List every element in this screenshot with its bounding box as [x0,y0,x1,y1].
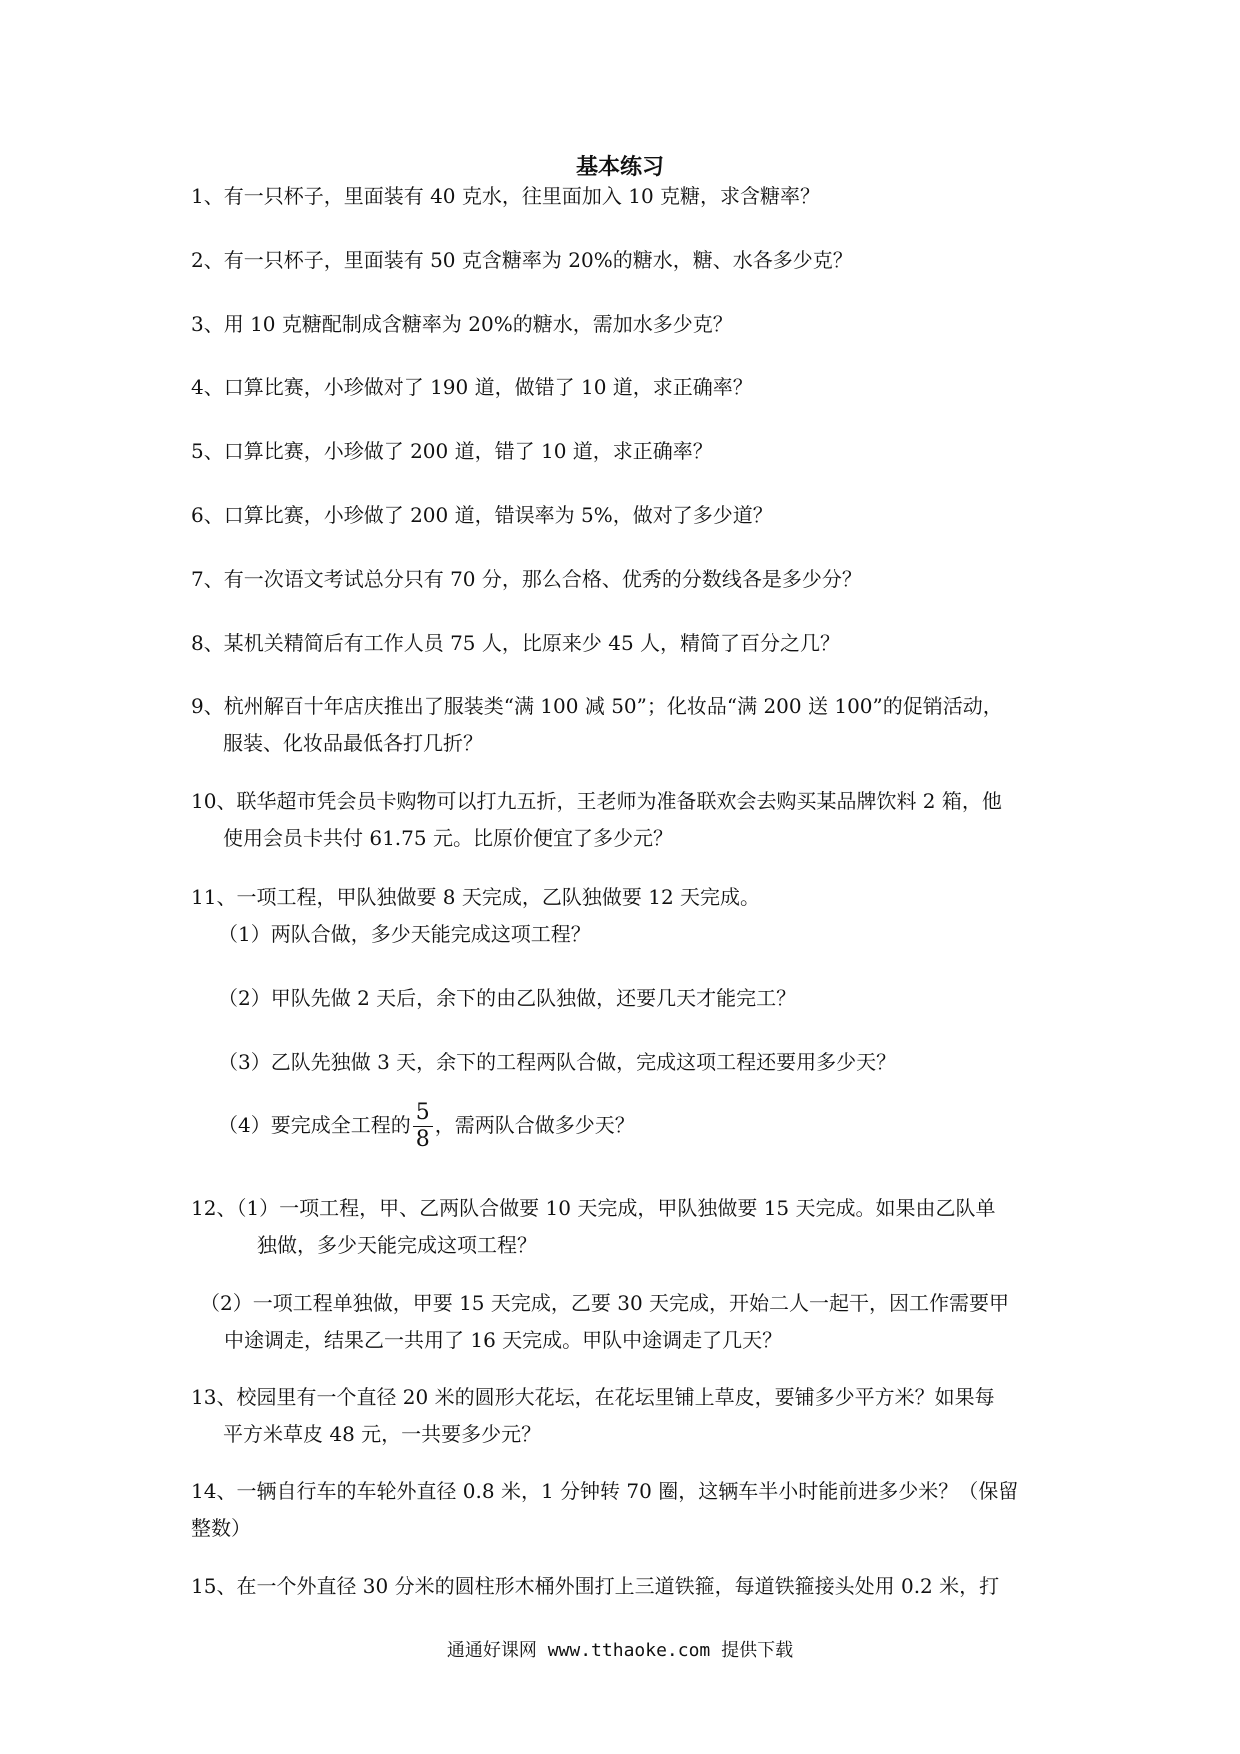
question-6: 6、口算比赛，小珍做了 200 道，错误率为 5%，做对了多少道？ [191,503,773,527]
fraction-numerator: 5 [413,1100,433,1127]
question-11-part-4-prefix: （4）要完成全工程的 [218,1113,411,1137]
question-12-line-2: 独做，多少天能完成这项工程？ [257,1233,537,1257]
question-10-line-2: 使用会员卡共付 61.75 元。比原价便宜了多少元？ [223,826,673,850]
question-3: 3、用 10 克糖配制成含糖率为 20%的糖水，需加水多少克？ [191,312,733,336]
question-13-line-1: 13、校园里有一个直径 20 米的圆形大花坛，在花坛里铺上草皮，要铺多少平方米？如果每 [191,1385,995,1409]
question-10-line-1: 10、联华超市凭会员卡购物可以打九五折，王老师为准备联欢会去购买某品牌饮料 2 箱，他 [191,789,1002,813]
page-footer: 通通好课网 www.tthaoke.com 提供下载 [446,1640,794,1661]
fraction-denominator: 8 [415,1127,430,1152]
question-11: 11、一项工程，甲队独做要 8 天完成，乙队独做要 12 天完成。 [191,885,761,909]
question-14-line-1: 14、一辆自行车的车轮外直径 0.8 米，1 分钟转 70 圈，这辆车半小时能前进多少米？（保留 [191,1479,1019,1503]
question-14-line-2: 整数） [191,1516,251,1540]
question-11-part-2: （2）甲队先做 2 天后，余下的由乙队独做，还要几天才能完工？ [218,986,797,1010]
question-11-part-3: （3）乙队先独做 3 天，余下的工程两队合做，完成这项工程还要用多少天？ [218,1050,897,1074]
question-2: 2、有一只杯子，里面装有 50 克含糖率为 20%的糖水，糖、水各多少克？ [191,248,853,272]
question-15: 15、在一个外直径 30 分米的圆柱形木桶外围打上三道铁箍，每道铁箍接头处用 0.2 米，打 [191,1574,1000,1598]
question-7: 7、有一次语文考试总分只有 70 分，那么合格、优秀的分数线各是多少分？ [191,567,862,591]
question-9-line-2: 服装、化妆品最低各打几折？ [223,731,483,755]
question-8: 8、某机关精简后有工作人员 75 人，比原来少 45 人，精简了百分之几？ [191,631,841,655]
fraction [413,1100,433,1153]
question-5: 5、口算比赛，小珍做了 200 道，错了 10 道，求正确率？ [191,439,713,463]
question-11-part-1: （1）两队合做，多少天能完成这项工程？ [218,922,591,946]
question-10 [191,783,1061,857]
question-12-part-2 [200,1285,1009,1359]
question-13-line-2: 平方米草皮 48 元，一共要多少元？ [223,1422,542,1446]
question-11-part-4 [218,1100,635,1153]
question-12-part-2-line-2: 中途调走，结果乙一共用了 16 天完成。甲队中途调走了几天？ [224,1328,783,1352]
question-12 [191,1190,1061,1264]
question-4: 4、口算比赛，小珍做对了 190 道，做错了 10 道，求正确率？ [191,375,753,399]
page-title: 基本练习 [575,155,664,180]
question-1: 1、有一只杯子，里面装有 40 克水，往里面加入 10 克糖，求含糖率？ [191,184,821,208]
question-11-part-4-suffix: ，需两队合做多少天？ [434,1113,635,1137]
question-12-part-2-line-1: （2）一项工程单独做，甲要 15 天完成，乙要 30 天完成，开始二人一起干，因工作需要甲 [200,1291,1010,1315]
question-12-line-1: 12、（1）一项工程，甲、乙两队合做要 10 天完成，甲队独做要 15 天完成。如果由乙队单 [191,1196,996,1220]
question-13 [191,1379,1061,1453]
question-14 [191,1473,1061,1547]
question-9-line-1: 9、杭州解百十年店庆推出了服装类“满 100 减 50”；化妆品“满 200 送 100”的促销活动， [191,694,1003,718]
question-9 [191,688,1061,762]
